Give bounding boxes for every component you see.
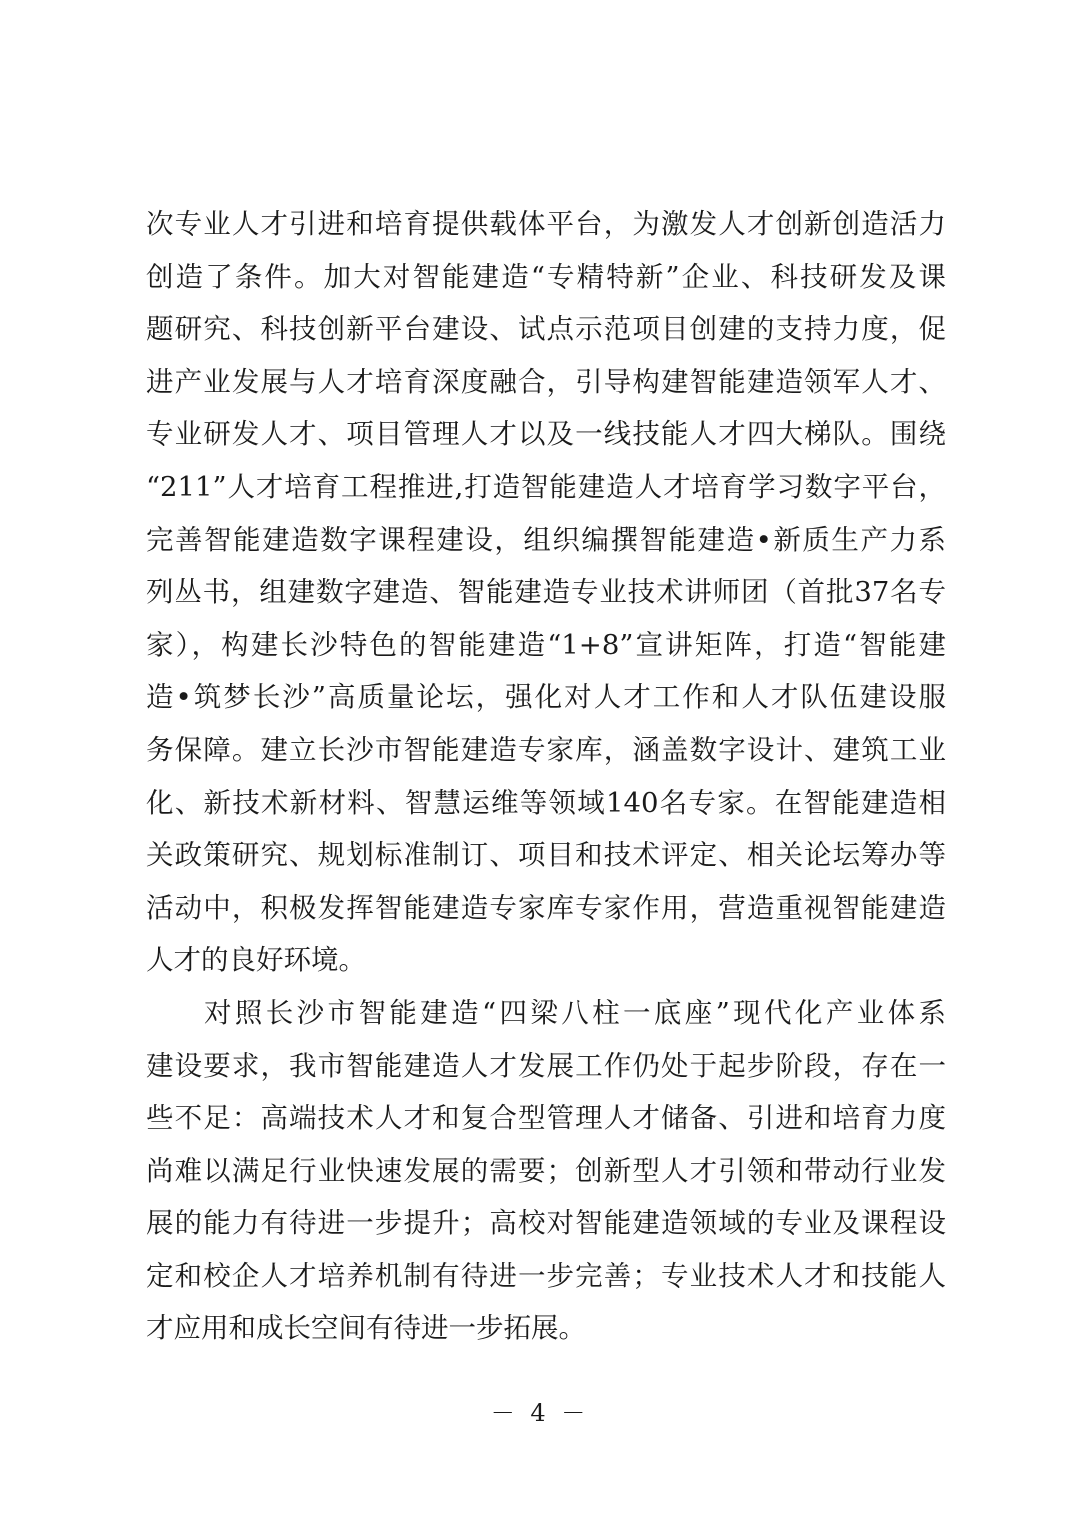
text-line: 定和校企人才培养机制有待进一步完善；专业技术人才和技能人 xyxy=(146,1259,946,1292)
text-line: 活动中，积极发挥智能建造专家库专家作用，营造重视智能建造 xyxy=(146,891,946,924)
text-line: 对照长沙市智能建造“四梁八柱一底座”现代化产业体系 xyxy=(204,996,946,1029)
text-line: 创造了条件。加大对智能建造“专精特新”企业、科技研发及课 xyxy=(146,260,946,293)
text-line: 关政策研究、规划标准制订、项目和技术评定、相关论坛筹办等 xyxy=(146,839,946,872)
text-line: 专业研发人才、项目管理人才以及一线技能人才四大梯队。围绕 xyxy=(146,418,946,451)
text-line: 进产业发展与人才培育深度融合，引导构建智能建造领军人才、 xyxy=(146,365,946,398)
text-line: 尚难以满足行业快速发展的需要；创新型人才引领和带动行业发 xyxy=(146,1154,946,1187)
text-line: 务保障。建立长沙市智能建造专家库，涵盖数字设计、建筑工业 xyxy=(146,733,946,766)
body-text xyxy=(146,198,946,1355)
text-line: 造•筑梦长沙”高质量论坛，强化对人才工作和人才队伍建设服 xyxy=(146,681,946,714)
text-line: 次专业人才引进和培育提供载体平台，为激发人才创新创造活力 xyxy=(146,208,946,240)
text-line: “211”人才培育工程推进,打造智能建造人才培育学习数字平台， xyxy=(146,470,946,503)
text-line: 才应用和成长空间有待进一步拓展。 xyxy=(146,1312,586,1345)
text-line: 题研究、科技创新平台建设、试点示范项目创建的支持力度，促 xyxy=(146,313,946,346)
text-line: 家），构建长沙特色的智能建造“1+8”宣讲矩阵，打造“智能建 xyxy=(146,628,946,661)
paragraph-2 xyxy=(146,987,946,1355)
text-line: 化、新技术新材料、智慧运维等领域140名专家。在智能建造相 xyxy=(146,786,946,819)
page-number: － 4 － xyxy=(490,1399,590,1427)
text-line: 建设要求，我市智能建造人才发展工作仍处于起步阶段，存在一 xyxy=(146,1049,946,1082)
text-line: 人才的良好环境。 xyxy=(146,944,366,977)
text-line: 展的能力有待进一步提升；高校对智能建造领域的专业及课程设 xyxy=(146,1207,946,1240)
text-line: 列丛书，组建数字建造、智能建造专业技术讲师团（首批37名专 xyxy=(146,576,946,609)
text-line: 完善智能建造数字课程建设，组织编撰智能建造•新质生产力系 xyxy=(146,523,946,556)
text-line: 些不足：高端技术人才和复合型管理人才储备、引进和培育力度 xyxy=(146,1102,946,1135)
paragraph-1 xyxy=(146,198,946,987)
